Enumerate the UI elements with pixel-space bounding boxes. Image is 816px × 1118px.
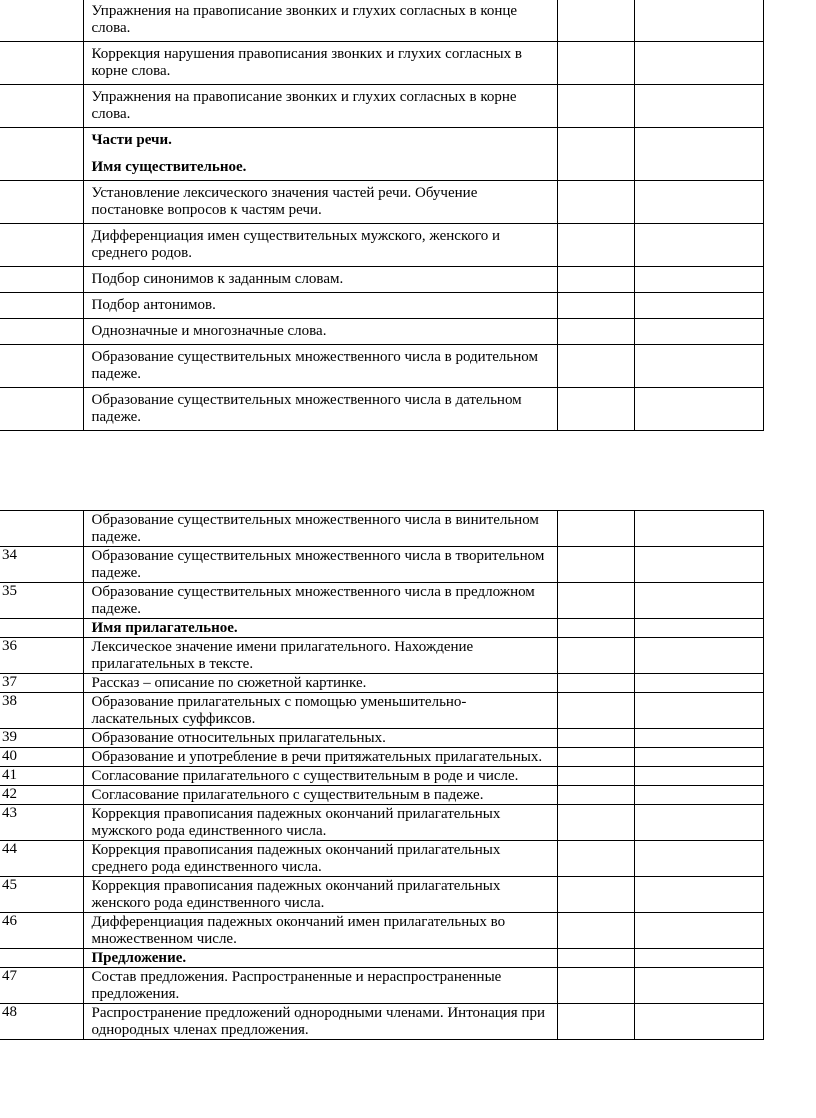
lesson-number-cell: 42: [0, 786, 83, 805]
topic-cell: Состав предложения. Распространенные и нераспространенные предложения.: [83, 968, 557, 1004]
section-heading: Имя существительное.: [91, 159, 247, 175]
table-row: [0, 511, 763, 547]
lesson-number-cell: 34: [0, 547, 83, 583]
hours-cell: [557, 674, 634, 693]
hours-cell: [557, 511, 634, 547]
topic-cell: Образование существительных множественного числа в дательном падеже.: [83, 388, 557, 431]
topic-cell: Образование существительных множественного числа в винительном падеже.: [83, 511, 557, 547]
table-row: [0, 949, 763, 968]
hours-cell: [557, 583, 634, 619]
date-cell: [634, 1004, 763, 1040]
hours-cell: [557, 748, 634, 767]
lesson-number-cell: 48: [0, 1004, 83, 1040]
lesson-number-cell: 44: [0, 841, 83, 877]
lesson-number-cell: 40: [0, 748, 83, 767]
lesson-number-cell: [0, 949, 83, 968]
hours-cell: [557, 0, 634, 42]
topic-cell: Согласование прилагательного с существительным в роде и числе.: [83, 767, 557, 786]
hours-cell: [557, 638, 634, 674]
hours-cell: [557, 729, 634, 748]
date-cell: [634, 0, 763, 42]
topic-cell: Упражнения на правописание звонких и глухих согласных в корне слова.: [83, 85, 557, 128]
lesson-number-cell: 47: [0, 968, 83, 1004]
lesson-number-cell: [0, 511, 83, 547]
date-cell: [634, 786, 763, 805]
date-cell: [634, 949, 763, 968]
number-cell: [0, 128, 83, 181]
table-row: [0, 181, 763, 224]
table-row: [0, 267, 763, 293]
topic-cell: Подбор синонимов к заданным словам.: [83, 267, 557, 293]
hours-cell: [557, 181, 634, 224]
hours-cell: [557, 949, 634, 968]
table-row: [0, 583, 763, 619]
topic-cell: Упражнения на правописание звонких и глухих согласных в конце слова.: [83, 0, 557, 42]
date-cell: [634, 748, 763, 767]
table-row: [0, 729, 763, 748]
topic-cell: Образование и употребление в речи притяжательных прилагательных.: [83, 748, 557, 767]
hours-cell: [557, 85, 634, 128]
topic-cell: Дифференциация имен существительных мужского, женского и среднего родов.: [83, 224, 557, 267]
lesson-number-cell: 41: [0, 767, 83, 786]
lesson-plan-table-top: [0, 0, 764, 431]
date-cell: [634, 345, 763, 388]
hours-cell: [557, 388, 634, 431]
hours-cell: [557, 767, 634, 786]
date-cell: [634, 547, 763, 583]
lesson-number-cell: 39: [0, 729, 83, 748]
hours-cell: [557, 547, 634, 583]
table-row: [0, 674, 763, 693]
topic-cell: Дифференциация падежных окончаний имен прилагательных во множественном числе.: [83, 913, 557, 949]
table-row: [0, 319, 763, 345]
topic-cell: Коррекция нарушения правописания звонких и глухих согласных в корне слова.: [83, 42, 557, 85]
table-row: [0, 547, 763, 583]
topic-cell: Согласование прилагательного с существительным в падеже.: [83, 786, 557, 805]
table-row: [0, 42, 763, 85]
number-cell: [0, 224, 83, 267]
hours-cell: [557, 968, 634, 1004]
number-cell: [0, 293, 83, 319]
hours-cell: [557, 877, 634, 913]
table-row: [0, 877, 763, 913]
date-cell: [634, 805, 763, 841]
lesson-number-cell: 38: [0, 693, 83, 729]
date-cell: [634, 729, 763, 748]
hours-cell: [557, 805, 634, 841]
date-cell: [634, 693, 763, 729]
hours-cell: [557, 693, 634, 729]
table-row: [0, 128, 763, 181]
table-row: [0, 638, 763, 674]
topic-cell: Лексическое значение имени прилагательного. Нахождение прилагательных в тексте.: [83, 638, 557, 674]
table-row: [0, 748, 763, 767]
date-cell: [634, 968, 763, 1004]
topic-cell: Установление лексического значения частей речи. Обучение постановке вопросов к частям речи.: [83, 181, 557, 224]
number-cell: [0, 42, 83, 85]
table-row: [0, 345, 763, 388]
date-cell: [634, 293, 763, 319]
topic-cell: Коррекция правописания падежных окончаний прилагательных мужского рода единственного числа.: [83, 805, 557, 841]
lesson-number-cell: 43: [0, 805, 83, 841]
date-cell: [634, 638, 763, 674]
date-cell: [634, 388, 763, 431]
hours-cell: [557, 841, 634, 877]
lesson-number-cell: 36: [0, 638, 83, 674]
table-row: [0, 0, 763, 42]
table-row: [0, 293, 763, 319]
table-row: [0, 841, 763, 877]
number-cell: [0, 85, 83, 128]
table-row: [0, 767, 763, 786]
date-cell: [634, 319, 763, 345]
section-heading-cell: Имя прилагательное.: [83, 619, 557, 638]
table-row: [0, 693, 763, 729]
date-cell: [634, 674, 763, 693]
hours-cell: [557, 224, 634, 267]
hours-cell: [557, 913, 634, 949]
table-row: [0, 85, 763, 128]
lesson-number-cell: 45: [0, 877, 83, 913]
number-cell: [0, 267, 83, 293]
lesson-number-cell: [0, 619, 83, 638]
hours-cell: [557, 319, 634, 345]
section-heading: Части речи.: [91, 132, 172, 148]
topic-cell: Образование относительных прилагательных.: [83, 729, 557, 748]
table-row: [0, 786, 763, 805]
topic-cell: Образование прилагательных с помощью уменьшительно-ласкательных суффиксов.: [83, 693, 557, 729]
date-cell: [634, 267, 763, 293]
date-cell: [634, 85, 763, 128]
date-cell: [634, 877, 763, 913]
date-cell: [634, 767, 763, 786]
number-cell: [0, 181, 83, 224]
number-cell: [0, 388, 83, 431]
table-row: [0, 1004, 763, 1040]
topic-cell: Коррекция правописания падежных окончаний прилагательных среднего рода единственного числа.: [83, 841, 557, 877]
date-cell: [634, 181, 763, 224]
table-row: [0, 913, 763, 949]
hours-cell: [557, 293, 634, 319]
topic-cell: Образование существительных множественного числа в предложном падеже.: [83, 583, 557, 619]
hours-cell: [557, 619, 634, 638]
topic-cell: Распространение предложений однородными членами. Интонация при однородных членах предложения.: [83, 1004, 557, 1040]
table-row: [0, 224, 763, 267]
lesson-number-cell: 35: [0, 583, 83, 619]
topic-cell: Однозначные и многозначные слова.: [83, 319, 557, 345]
section-heading-cell: Предложение.: [83, 949, 557, 968]
lesson-number-cell: 46: [0, 913, 83, 949]
number-cell: [0, 0, 83, 42]
date-cell: [634, 619, 763, 638]
lesson-plan-table-bottom: [0, 510, 764, 1040]
number-cell: [0, 345, 83, 388]
topic-cell: Коррекция правописания падежных окончаний прилагательных женского рода единственного числа.: [83, 877, 557, 913]
table-row: [0, 805, 763, 841]
topic-cell: [83, 128, 557, 181]
topic-cell: Подбор антонимов.: [83, 293, 557, 319]
topic-cell: Образование существительных множественного числа в родительном падеже.: [83, 345, 557, 388]
table-row: [0, 619, 763, 638]
date-cell: [634, 224, 763, 267]
table-row: [0, 388, 763, 431]
lesson-number-cell: 37: [0, 674, 83, 693]
date-cell: [634, 913, 763, 949]
table-row: [0, 968, 763, 1004]
date-cell: [634, 42, 763, 85]
date-cell: [634, 841, 763, 877]
hours-cell: [557, 267, 634, 293]
hours-cell: [557, 786, 634, 805]
date-cell: [634, 583, 763, 619]
topic-cell: Рассказ – описание по сюжетной картинке.: [83, 674, 557, 693]
hours-cell: [557, 42, 634, 85]
hours-cell: [557, 128, 634, 181]
topic-cell: Образование существительных множественного числа в творительном падеже.: [83, 547, 557, 583]
hours-cell: [557, 1004, 634, 1040]
date-cell: [634, 511, 763, 547]
number-cell: [0, 319, 83, 345]
hours-cell: [557, 345, 634, 388]
date-cell: [634, 128, 763, 181]
